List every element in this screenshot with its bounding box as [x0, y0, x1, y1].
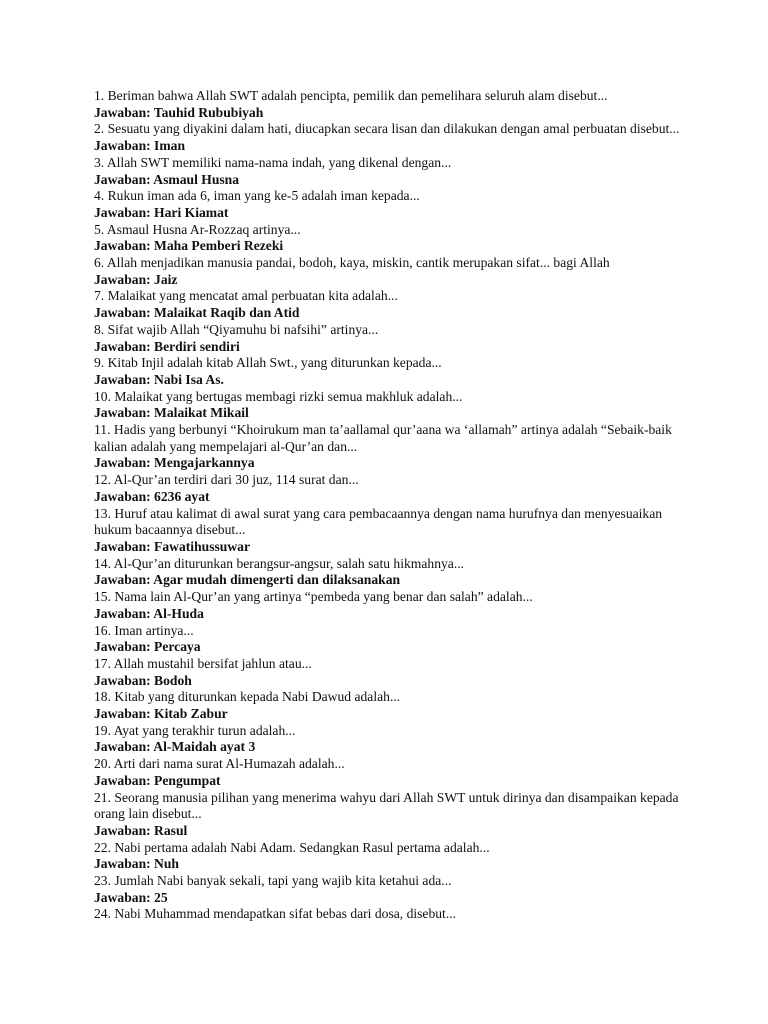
answer-10: Jawaban: Malaikat Mikail — [94, 405, 249, 421]
answer-9: Jawaban: Nabi Isa As. — [94, 371, 224, 387]
question-24: 24. Nabi Muhammad mendapatkan sifat bebas dari dosa, disebut... — [94, 906, 457, 922]
question-1: 1. Beriman bahwa Allah SWT adalah pencipta, pemilik dan pemelihara seluruh alam disebut... — [94, 88, 608, 103]
question-22: 22. Nabi pertama adalah Nabi Adam. Sedangkan Rasul pertama adalah... — [94, 839, 490, 855]
answer-5: Jawaban: Maha Pemberi Rezeki — [94, 238, 284, 254]
question-18: 18. Kitab yang diturunkan kepada Nabi Dawud adalah... — [94, 689, 401, 705]
question-2: 2. Sesuatu yang diyakini dalam hati, diucapkan secara lisan dan dilakukan dengan amal perbuatan disebut... — [94, 121, 680, 137]
question-8: 8. Sifat wajib Allah “Qiyamuhu bi nafsihi” artinya... — [94, 321, 379, 337]
question-9: 9. Kitab Injil adalah kitab Allah Swt., yang diturunkan kepada... — [94, 355, 442, 371]
answer-4: Jawaban: Hari Kiamat — [94, 204, 229, 220]
question-13: 13. Huruf atau kalimat di awal surat yang cara pembacaannya dengan nama hurufnya dan menyesuaikan hukum bacaannya disebut... — [94, 505, 663, 538]
answer-3: Jawaban: Asmaul Husna — [94, 171, 240, 187]
answer-16: Jawaban: Percaya — [94, 639, 201, 655]
answer-20: Jawaban: Pengumpat — [94, 772, 221, 788]
answer-1: Jawaban: Tauhid Rububiyah — [94, 104, 264, 120]
question-15: 15. Nama lain Al-Qur’an yang artinya “pembeda yang benar dan salah” adalah... — [94, 589, 533, 605]
question-12: 12. Al-Qur’an terdiri dari 30 juz, 114 surat dan... — [94, 472, 359, 488]
question-4: 4. Rukun iman ada 6, iman yang ke-5 adalah iman kepada... — [94, 188, 420, 204]
question-11: 11. Hadis yang berbunyi “Khoirukum man ta’aallamal qur’aana wa ‘allamah” artinya adalah “Sebaik-baik kalian adalah yang mempelajari al-Qur’an dan... — [94, 422, 672, 454]
answer-17: Jawaban: Bodoh — [94, 672, 192, 688]
question-3: 3. Allah SWT memiliki nama-nama indah, yang dikenal dengan... — [94, 154, 452, 170]
answer-13: Jawaban: Fawatihussuwar — [94, 538, 250, 554]
question-19: 19. Ayat yang terakhir turun adalah... — [94, 722, 296, 738]
question-14: 14. Al-Qur’an diturunkan berangsur-angsur, salah satu hikmahnya... — [94, 555, 465, 571]
answer-12: Jawaban: 6236 ayat — [94, 488, 210, 504]
answer-22: Jawaban: Nuh — [94, 856, 179, 872]
question-10: 10. Malaikat yang bertugas membagi rizki semua makhluk adalah... — [94, 388, 463, 404]
answer-14: Jawaban: Agar mudah dimengerti dan dilaksanakan — [94, 572, 401, 588]
answer-18: Jawaban: Kitab Zabur — [94, 706, 228, 722]
question-17: 17. Allah mustahil bersifat jahlun atau... — [94, 655, 312, 671]
answer-2: Jawaban: Iman — [94, 138, 186, 154]
question-16: 16. Iman artinya... — [94, 622, 194, 638]
question-7: 7. Malaikat yang mencatat amal perbuatan kita adalah... — [94, 288, 398, 304]
question-23: 23. Jumlah Nabi banyak sekali, tapi yang wajib kita ketahui ada... — [94, 873, 452, 889]
qa-document — [94, 88, 680, 923]
answer-19: Jawaban: Al-Maidah ayat 3 — [94, 739, 256, 755]
question-5: 5. Asmaul Husna Ar-Rozzaq artinya... — [94, 221, 301, 237]
answer-6: Jawaban: Jaiz — [94, 271, 178, 287]
question-20: 20. Arti dari nama surat Al-Humazah adalah... — [94, 756, 345, 772]
answer-11: Jawaban: Mengajarkannya — [94, 455, 255, 471]
answer-15: Jawaban: Al-Huda — [94, 605, 204, 621]
answer-21: Jawaban: Rasul — [94, 822, 188, 838]
answer-23: Jawaban: 25 — [94, 889, 168, 905]
question-21: 21. Seorang manusia pilihan yang menerima wahyu dari Allah SWT untuk dirinya dan disampaikan kepada orang lain disebut... — [94, 789, 679, 822]
answer-7: Jawaban: Malaikat Raqib dan Atid — [94, 305, 300, 321]
answer-8: Jawaban: Berdiri sendiri — [94, 338, 240, 354]
question-6: 6. Allah menjadikan manusia pandai, bodoh, kaya, miskin, cantik merupakan sifat... bagi Allah — [94, 255, 610, 271]
